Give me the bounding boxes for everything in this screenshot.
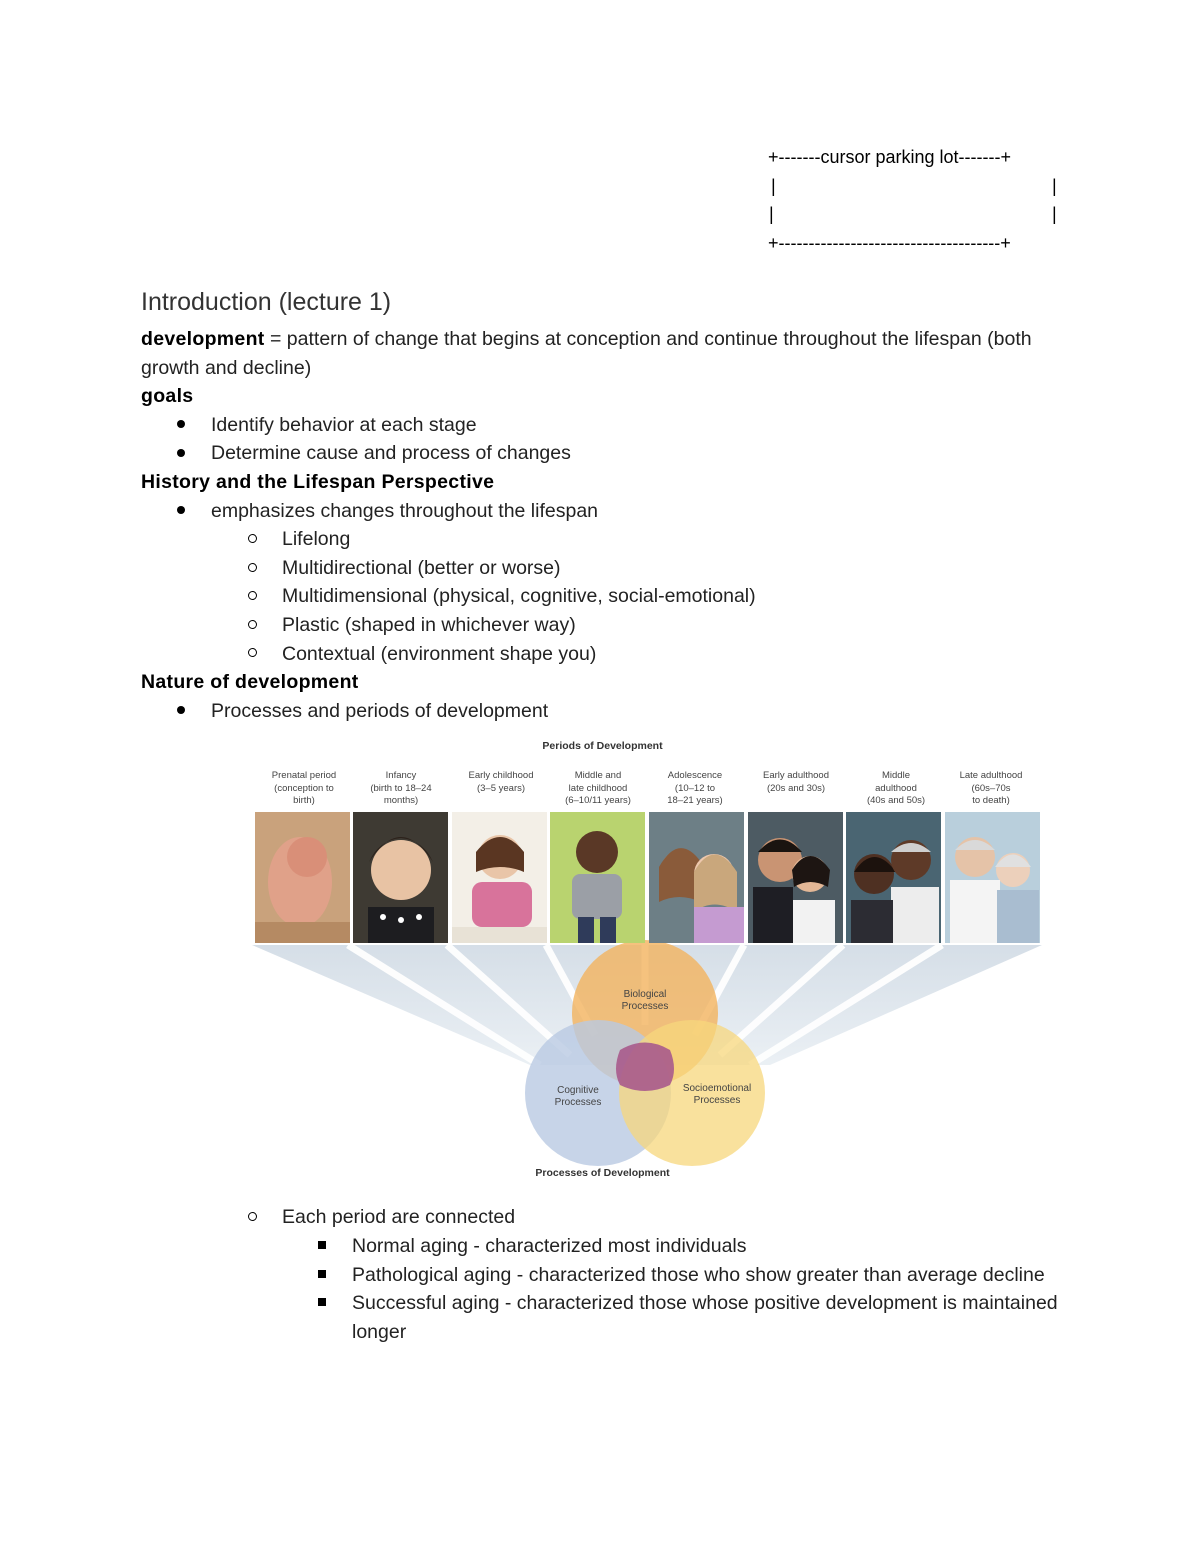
- bullet-square: [312, 1289, 332, 1318]
- list-item-text: Processes and periods of development: [211, 699, 549, 722]
- list-item-text: Contextual (environment shape you): [282, 642, 597, 665]
- history-label: History and the Lifespan Perspective: [141, 470, 495, 493]
- parking-lot-left-edge: |: [769, 204, 774, 224]
- parking-lot-top: +-------cursor parking lot-------+: [768, 147, 1011, 167]
- bullet-disc: [171, 697, 191, 726]
- history-list: [141, 497, 1061, 669]
- definition-paragraph: [141, 325, 1061, 382]
- list-item: [141, 1232, 1061, 1261]
- list-item: [141, 554, 1061, 583]
- parking-lot-row: [768, 200, 1068, 229]
- socioemotional-processes-label: Socioemotional Processes: [682, 1083, 752, 1106]
- list-item: [141, 640, 1061, 669]
- list-item: [141, 497, 1061, 526]
- early-adulthood-photo: [748, 812, 843, 943]
- list-item-text: Lifelong: [282, 528, 351, 551]
- period-label-infancy: Infancy (birth to 18–24 months): [370, 770, 432, 806]
- bullet-square: [312, 1261, 332, 1290]
- period-label-late-adulthood: Late adulthood (60s–70s to death): [959, 770, 1023, 806]
- list-item: [141, 697, 1061, 726]
- infancy-photo: [353, 812, 448, 943]
- nature-label: Nature of development: [141, 671, 359, 694]
- parking-lot-right-edge: |: [1052, 204, 1057, 224]
- bullet-circle: [242, 640, 262, 669]
- list-item: [141, 582, 1061, 611]
- list-item: [141, 411, 1061, 440]
- period-label-middle-childhood: Middle and late childhood (6–10/11 years): [565, 770, 631, 806]
- list-item: [141, 1203, 1061, 1232]
- parking-lot-left-edge: |: [771, 175, 776, 196]
- period-label-early-childhood: Early childhood (3–5 years): [468, 770, 534, 794]
- bullet-circle: [242, 582, 262, 611]
- early-childhood-photo: [452, 812, 547, 943]
- cognitive-processes-label: Cognitive Processes: [554, 1085, 602, 1108]
- nature-list: [141, 697, 1061, 726]
- goals-list: [141, 411, 1061, 468]
- list-item-text: emphasizes changes throughout the lifespan: [211, 499, 599, 522]
- prenatal-photo: [255, 812, 350, 943]
- list-item-text: Pathological aging - characterized those who show greater than average decline: [352, 1263, 1045, 1286]
- list-item-text: Multidimensional (physical, cognitive, social-emotional): [282, 585, 756, 608]
- list-item-text: Plastic (shaped in whichever way): [282, 613, 576, 636]
- adolescence-photo: [649, 812, 744, 943]
- period-label-prenatal: Prenatal period (conception to birth): [271, 770, 337, 806]
- late-adulthood-photo: [945, 812, 1040, 943]
- list-item: [141, 525, 1061, 554]
- period-label-middle-adulthood: Middle adulthood (40s and 50s): [866, 770, 926, 806]
- definition-term: development: [141, 328, 265, 350]
- middle-adulthood-photo: [846, 812, 941, 943]
- bullet-square: [312, 1232, 332, 1261]
- nature-sublist: [141, 1203, 1061, 1346]
- list-item: [141, 1261, 1061, 1290]
- list-item: [141, 1289, 1061, 1346]
- page-title: Introduction (lecture 1): [141, 288, 392, 316]
- list-item-text: Identify behavior at each stage: [211, 413, 477, 436]
- parking-lot-bottom: +-------------------------------------+: [768, 232, 1011, 253]
- bullet-disc: [171, 411, 191, 440]
- goals-label: goals: [141, 385, 194, 408]
- list-item-text: Multidirectional (better or worse): [282, 556, 561, 579]
- bullet-circle: [242, 1203, 262, 1232]
- bullet-disc: [171, 439, 191, 468]
- list-item: [141, 439, 1061, 468]
- list-item-text: Determine cause and process of changes: [211, 442, 571, 465]
- list-item: [141, 611, 1061, 640]
- period-label-early-adulthood: Early adulthood (20s and 30s): [762, 770, 830, 794]
- bullet-circle: [242, 611, 262, 640]
- bullet-circle: [242, 525, 262, 554]
- middle-childhood-photo: [550, 812, 645, 943]
- bullet-disc: [171, 497, 191, 526]
- biological-processes-label: Biological Processes: [621, 989, 669, 1012]
- list-item-text: Normal aging - characterized most individuals: [352, 1234, 747, 1257]
- development-figure: [250, 735, 1045, 1185]
- bullet-circle: [242, 554, 262, 583]
- parking-lot-right-edge: |: [1052, 175, 1057, 196]
- list-item-text: Successful aging - characterized those whose positive development is maintained longer: [352, 1292, 1058, 1343]
- list-item-text: Each period are connected: [282, 1206, 516, 1229]
- figure-bottom-title: Processes of Development: [535, 1167, 670, 1179]
- figure-title: Periods of Development: [542, 740, 663, 752]
- definition-text: = pattern of change that begins at conception and continue throughout the lifespan (both growth and decline): [141, 328, 1032, 379]
- center-intersection: [616, 1043, 674, 1092]
- period-label-adolescence: Adolescence (10–12 to 18–21 years): [667, 770, 723, 806]
- parking-lot-row: [768, 172, 1068, 201]
- cursor-parking-lot: [768, 143, 1068, 257]
